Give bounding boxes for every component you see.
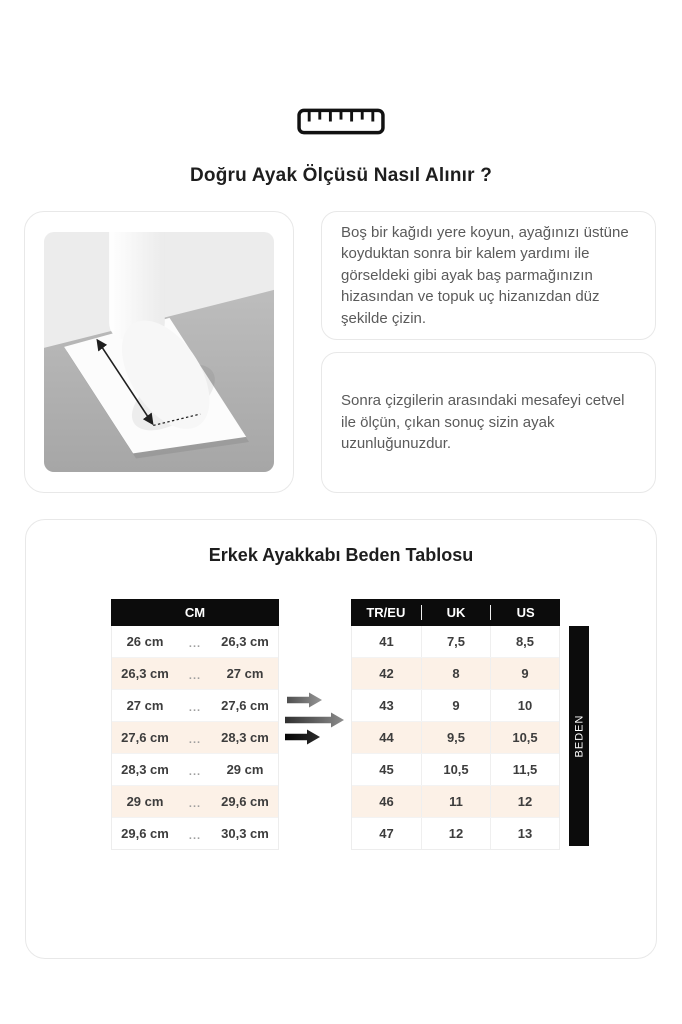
arrow-top xyxy=(287,693,322,708)
col-header-us: US xyxy=(490,605,560,620)
cm-to: 27,6 cm xyxy=(221,698,269,713)
size-table-card xyxy=(25,519,657,959)
instruction-step-2-text: Sonra çizgilerin arasındaki mesafeyi cetvel ile ölçün, çıkan sonuç sizin ayak uzunluğunuzdur. xyxy=(341,392,625,453)
table-row xyxy=(352,721,559,753)
range-dots: ... xyxy=(188,829,202,842)
size-conversion-table xyxy=(351,599,560,850)
size-tr-eu: 46 xyxy=(379,794,394,809)
size-tr-eu: 47 xyxy=(379,826,394,841)
size-us: 9 xyxy=(490,658,559,689)
cm-from: 27 cm xyxy=(126,698,164,713)
size-tr-eu: 44 xyxy=(379,730,394,745)
size-uk: 7,5 xyxy=(421,626,490,657)
size-uk: 11 xyxy=(421,786,490,817)
table-row xyxy=(352,753,559,785)
size-uk: 10,5 xyxy=(421,754,490,785)
size-us: 8,5 xyxy=(490,626,559,657)
cm-from: 29,6 cm xyxy=(121,826,169,841)
range-dots: ... xyxy=(188,765,202,778)
cm-to: 29,6 cm xyxy=(221,794,269,809)
table-row xyxy=(352,626,559,657)
arrow-middle xyxy=(285,713,344,728)
size-tr-eu: 43 xyxy=(379,698,394,713)
cm-header-label: CM xyxy=(184,605,206,620)
size-tr-eu: 42 xyxy=(379,666,394,681)
size-tr-eu: 41 xyxy=(379,634,394,649)
cm-table-body xyxy=(111,626,279,850)
cm-from: 27,6 cm xyxy=(121,730,169,745)
cm-to: 26,3 cm xyxy=(221,634,269,649)
size-uk: 9,5 xyxy=(421,722,490,753)
range-dots: ... xyxy=(188,669,202,682)
cm-to: 28,3 cm xyxy=(221,730,269,745)
table-row xyxy=(352,817,559,849)
table-row xyxy=(112,657,278,689)
range-dots: ... xyxy=(188,797,202,810)
cm-to: 30,3 cm xyxy=(221,826,269,841)
arrow-bottom xyxy=(285,730,320,745)
table-row xyxy=(112,689,278,721)
how-to-section xyxy=(24,211,656,493)
col-header-uk: UK xyxy=(421,605,491,620)
cm-to: 29 cm xyxy=(226,762,264,777)
page-title: Doğru Ayak Ölçüsü Nasıl Alınır ? xyxy=(189,165,492,186)
beden-side-bar xyxy=(569,626,589,846)
instruction-steps xyxy=(321,211,656,493)
conversion-arrows-icon xyxy=(283,686,347,748)
table-row xyxy=(112,817,278,849)
cm-from: 26 cm xyxy=(126,634,164,649)
table-row xyxy=(112,785,278,817)
conversion-table-header xyxy=(351,599,560,626)
size-us: 11,5 xyxy=(490,754,559,785)
size-us: 12 xyxy=(490,786,559,817)
table-row xyxy=(112,721,278,753)
size-us: 10 xyxy=(490,690,559,721)
foot-measurement-photo-card xyxy=(24,211,294,493)
table-row xyxy=(112,753,278,785)
instruction-step-2-card xyxy=(321,352,656,493)
conversion-table-body xyxy=(351,626,560,850)
cm-table-header xyxy=(111,599,279,626)
cm-from: 28,3 cm xyxy=(121,762,169,777)
table-row xyxy=(112,626,278,657)
range-dots: ... xyxy=(188,637,202,650)
instruction-step-1-card xyxy=(321,211,656,340)
ruler-icon xyxy=(296,108,386,135)
instruction-step-1-text: Boş bir kağıdı yere koyun, ayağınızı üstüne koyduktan sonra bir kalem yardımı ile görseldeki gibi ayak baş parmağınızın hizasından ve topuk uç hizanızdan düz şekilde çizin. xyxy=(341,223,629,327)
ruler-icon-wrap xyxy=(0,0,682,135)
size-us: 13 xyxy=(490,818,559,849)
size-uk: 12 xyxy=(421,818,490,849)
table-row xyxy=(352,785,559,817)
size-table-title: Erkek Ayakkabı Beden Tablosu xyxy=(208,545,474,565)
table-row xyxy=(352,657,559,689)
size-us: 10,5 xyxy=(490,722,559,753)
size-tr-eu: 45 xyxy=(379,762,394,777)
range-dots: ... xyxy=(188,701,202,714)
cm-from: 26,3 cm xyxy=(121,666,169,681)
size-uk: 9 xyxy=(421,690,490,721)
cm-to: 27 cm xyxy=(226,666,264,681)
cm-range-table xyxy=(111,599,279,850)
col-header-tr-eu: TR/EU xyxy=(366,605,406,620)
beden-label: BEDEN xyxy=(573,714,585,758)
cm-from: 29 cm xyxy=(126,794,164,809)
range-dots: ... xyxy=(188,733,202,746)
table-row xyxy=(352,689,559,721)
size-uk: 8 xyxy=(421,658,490,689)
foot-measurement-illustration xyxy=(44,232,274,472)
